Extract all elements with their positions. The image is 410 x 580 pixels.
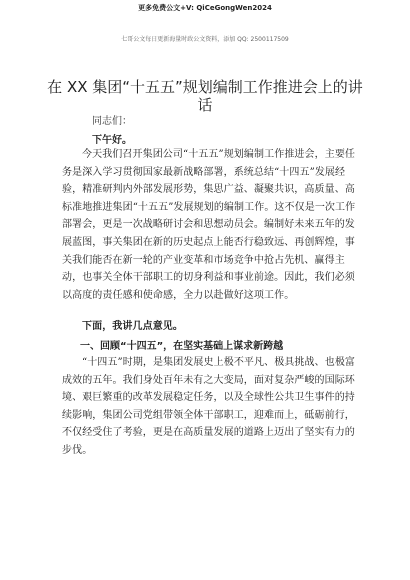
greeting: 下午好。	[92, 135, 132, 146]
promo-note: 七哥公文每日更新海量时政公文资料，添加 QQ: 2500117509	[121, 36, 289, 43]
paragraph-intro: 今天我们召开集团公司“十五五”规划编制工作推进会，主要任务是深入学习贯彻国家最新战略部署，系统总结“十四五”发展经验，精准研判内外部发展形势，集思广益、凝聚共识，高质量、高标准地推进集团“十五五”发展规划的编制工作。这不仅是一次工作部署会，更是一次战略研讨会和思想动员会。编制好未来五年的发展蓝图，事关集团在新的历史起点上能否行稳致远、再创辉煌，事关我们能否在新一轮的产业变革和市场竞争中抢占先机、赢得主动，也事关全体干部职工的切身利益和事业前途。因此，我们必须以高度的责任感和使命感，全力以赴做好这项工作。	[62, 149, 356, 301]
paragraph-transition: 下面，我讲几点意见。	[82, 321, 183, 332]
section-heading-1: 一、回顾“十四五”，在坚实基础上谋求新跨越	[80, 341, 284, 352]
document-title: 在 XX 集团“十五五”规划编制工作推进会上的讲话	[47, 78, 363, 114]
promo-header: 更多免费公文+V: QiCeGongWen2024	[138, 4, 272, 12]
salutation: 同志们：	[92, 116, 132, 127]
paragraph-review: “十四五”时期，是集团发展史上极不平凡、极具挑战、也极富成效的五年。我们身处百年未有之大变局，面对复杂严峻的国际环境、艰巨繁重的改革发展稳定任务，以及全球性公共卫生事件的持续影响，集团公司党组带领全体干部职工，迎难而上，砥砺前行，不仅经受住了考验，更是在高质量发展的道路上迈出了坚实有力的步伐。	[62, 357, 356, 456]
